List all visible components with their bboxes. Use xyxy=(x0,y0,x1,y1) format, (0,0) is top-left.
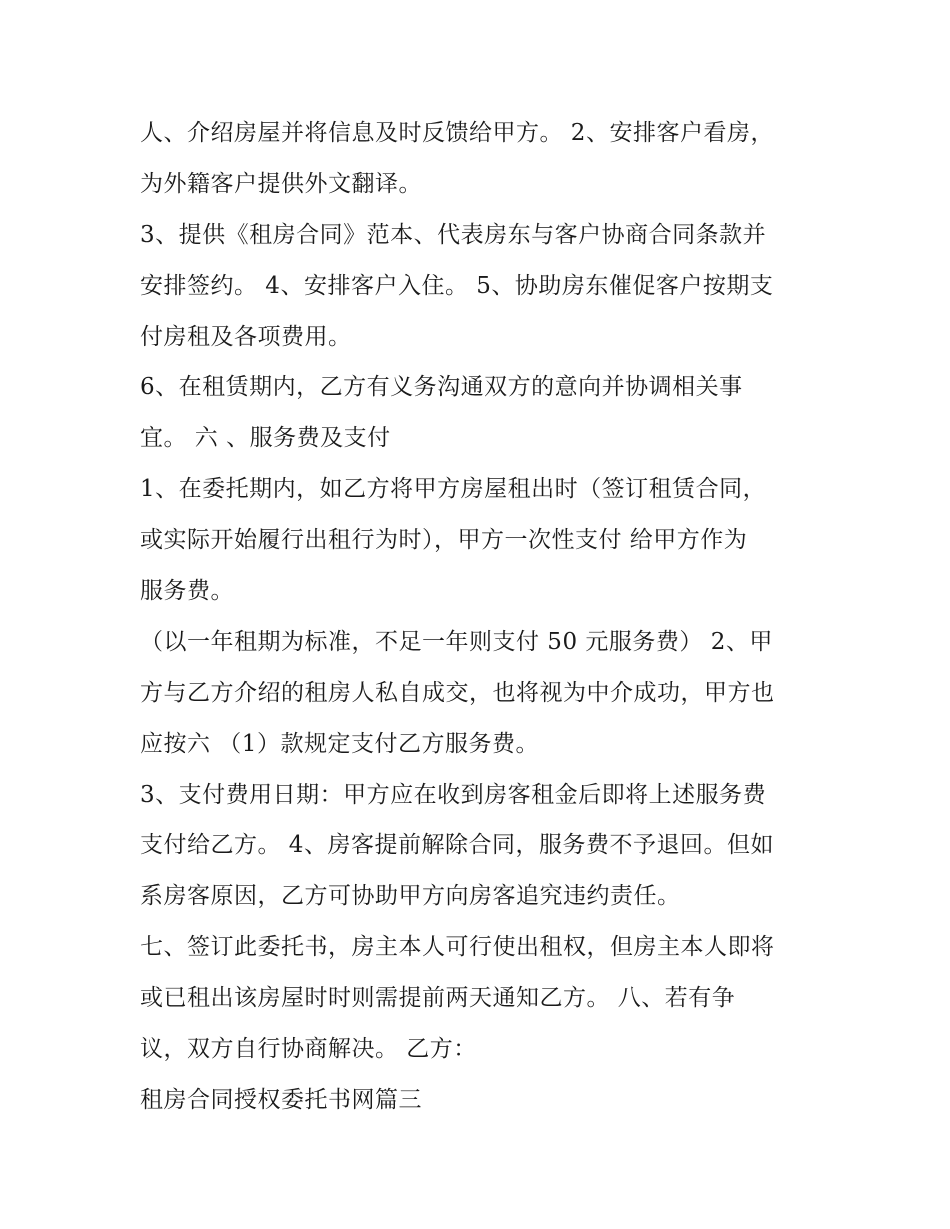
text-line: 6、在租赁期内，乙方有义务沟通双方的意向并协调相关事 xyxy=(140,374,743,401)
text-line: 七、签订此委托书，房主本人可行使出租权，但房主本人即将 xyxy=(140,934,775,961)
document-body xyxy=(140,108,830,1126)
text-line: 服务费。 xyxy=(140,578,234,605)
text-line: 应按六 （1）款规定支付乙方服务费。 xyxy=(140,730,539,757)
text-line: 议，双方自行协商解决。 乙方： xyxy=(140,1036,477,1063)
text-line: 3、提供《租房合同》范本、代表房东与客户协商合同条款并 xyxy=(140,221,767,248)
section-heading: 租房合同授权委托书网篇三 xyxy=(140,1086,422,1113)
text-line: （以一年租期为标准，不足一年则支付 50 元服务费） 2、甲 xyxy=(140,628,773,655)
text-line: 或已租出该房屋时时则需提前两天通知乙方。 八、若有争 xyxy=(140,985,736,1012)
text-line: 3、支付费用日期：甲方应在收到房客租金后即将上述服务费 xyxy=(140,781,767,808)
text-line: 宜。 六 、服务费及支付 xyxy=(140,425,391,452)
text-line: 安排签约。 4、安排客户入住。 5、协助房东催促客户按期支 xyxy=(140,272,774,299)
text-line: 人、介绍房屋并将信息及时反馈给甲方。 2、安排客户看房， xyxy=(140,120,774,146)
text-line: 系房客原因，乙方可协助甲方向房客追究违约责任。 xyxy=(140,883,681,910)
text-line: 支付给乙方。 4、房客提前解除合同，服务费不予退回。但如 xyxy=(140,832,774,859)
text-line: 付房租及各项费用。 xyxy=(140,323,352,350)
text-line: 为外籍客户提供外文翻译。 xyxy=(140,170,422,197)
text-line: 或实际开始履行出租行为时），甲方一次性支付 给甲方作为 xyxy=(140,527,748,554)
text-line: 1、在委托期内，如乙方将甲方房屋租出时（签订租赁合同， xyxy=(140,476,767,503)
text-line: 方与乙方介绍的租房人私自成交，也将视为中介成功，甲方也 xyxy=(140,679,775,706)
